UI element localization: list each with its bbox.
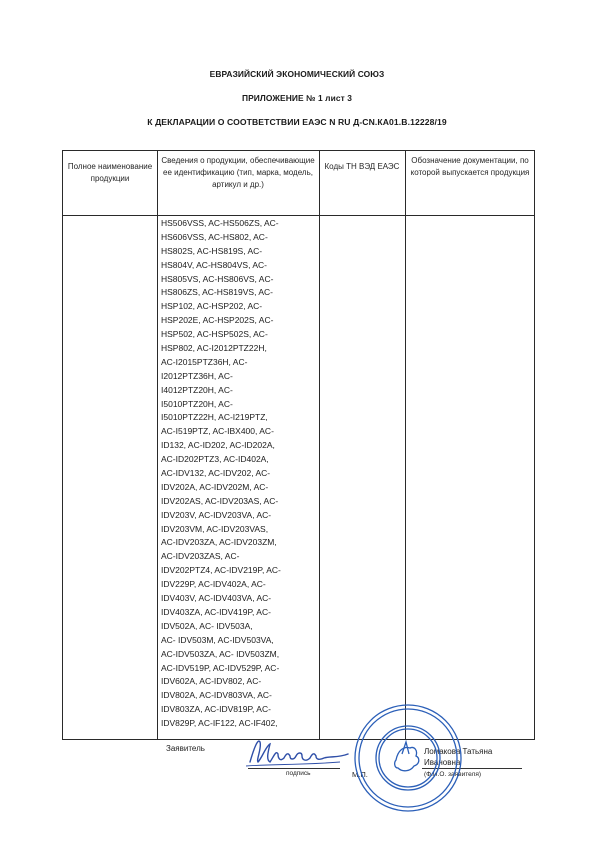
product-line: AC- IDV503M, AC-IDV503VA,	[161, 634, 274, 645]
column-header-hs-codes: Коды ТН ВЭД ЕАЭС	[324, 162, 400, 171]
product-line: ID132, AC-ID202, AC-ID202A,	[161, 440, 275, 451]
product-line: AC-IDV203ZA, AC-IDV203ZM,	[161, 537, 277, 548]
product-line: AC-I2015PTZ36H, AC-	[161, 356, 248, 367]
product-line: HSP202E, AC-HSP202S, AC-	[161, 315, 274, 326]
product-line: AC-IDV503ZA, AC- IDV503ZM,	[161, 648, 280, 659]
product-line: HS506VSS, AC-HS506ZS, AC-	[161, 218, 279, 228]
product-line: IDV403V, AC-IDV403VA, AC-	[161, 593, 272, 604]
product-line: AC-ID202PTZ3, AC-ID402A,	[161, 454, 269, 465]
column-divider	[405, 151, 406, 739]
column-divider	[319, 151, 320, 739]
product-line: HSP102, AC-HSP202, AC-	[161, 301, 263, 312]
product-line: IDV202AS, AC-IDV203AS, AC-	[161, 495, 279, 506]
signature-caption: подпись	[286, 770, 311, 777]
product-line: AC-I519PTZ, AC-IBX400, AC-	[161, 426, 274, 437]
union-title: ЕВРАЗИЙСКИЙ ЭКОНОМИЧЕСКИЙ СОЮЗ	[209, 69, 385, 79]
product-line: HS806ZS, AC-HS819VS, AC-	[161, 287, 273, 298]
header-divider	[63, 215, 534, 216]
product-identification-cell	[158, 217, 319, 731]
product-line: IDV202PTZ4, AC-IDV219P, AC-	[161, 565, 281, 576]
product-line: IDV803ZA, AC-IDV819P, AC-	[161, 704, 271, 715]
product-line: IDV203VM, AC-IDV203VAS,	[161, 523, 269, 534]
declaration-title: К ДЕКЛАРАЦИИ О СООТВЕТСТВИИ ЕАЭС N RU Д-CN.КА01.В.12228/19	[147, 117, 447, 127]
product-line: HS804V, AC-HS804VS, AC-	[161, 259, 267, 270]
handwritten-signature	[244, 728, 354, 772]
product-line: HS606VSS, AC-HS802, AC-	[161, 231, 268, 242]
column-header-documentation: Обозначение документации, по которой выпускается продукция	[410, 156, 530, 177]
product-line: AC-IDV203ZAS, AC-	[161, 551, 240, 562]
product-line: HSP802, AC-I2012PTZ22H,	[161, 343, 267, 354]
product-line: HS802S, AC-HS819S, AC-	[161, 245, 263, 256]
company-seal	[352, 702, 464, 814]
column-header-product-name: Полное наименование продукции	[67, 162, 153, 183]
appendix-title: ПРИЛОЖЕНИЕ № 1 лист 3	[241, 93, 352, 103]
product-line: AC-IDV132, AC-IDV202, AC-	[161, 468, 271, 479]
product-line: IDV202A, AC-IDV202M, AC-	[161, 481, 269, 492]
product-line: IDV229P, AC-IDV402A, AC-	[161, 579, 266, 590]
product-line: IDV502A, AC- IDV503A,	[161, 620, 253, 631]
product-line: AC-IDV519P, AC-IDV529P, AC-	[161, 662, 280, 673]
product-table	[62, 150, 535, 740]
product-line: I5010PTZ20H, AC-	[161, 398, 233, 409]
product-line: IDV829P, AC-IF122, AC-IF402,	[161, 718, 278, 729]
product-line: HS805VS, AC-HS806VS, AC-	[161, 273, 274, 284]
product-line: IDV602A, AC-IDV802, AC-	[161, 676, 262, 687]
product-line: I4012PTZ20H, AC-	[161, 384, 233, 395]
product-line: I5010PTZ22H, AC-I219PTZ,	[161, 412, 268, 423]
product-line: IDV203V, AC-IDV203VA, AC-	[161, 509, 272, 520]
signer-caption: (Ф.И.О. заявителя)	[424, 771, 482, 778]
signer-name-line2: Ивановна	[424, 758, 461, 767]
applicant-label: Заявитель	[166, 744, 205, 753]
signer-name-line1: Ломакова Татьяна	[424, 747, 493, 756]
product-line: IDV403ZA, AC-IDV419P, AC-	[161, 606, 271, 617]
column-header-identification: Сведения о продукции, обеспечивающие ее идентификацию (тип, марка, модель, артикул и др.)	[161, 156, 315, 189]
stamp-place-label: М.П.	[352, 770, 368, 779]
product-line: HSP502, AC-HSP502S, AC-	[161, 329, 268, 340]
product-line: I2012PTZ36H, AC-	[161, 370, 233, 381]
product-line: IDV802A, AC-IDV803VA, AC-	[161, 690, 272, 701]
